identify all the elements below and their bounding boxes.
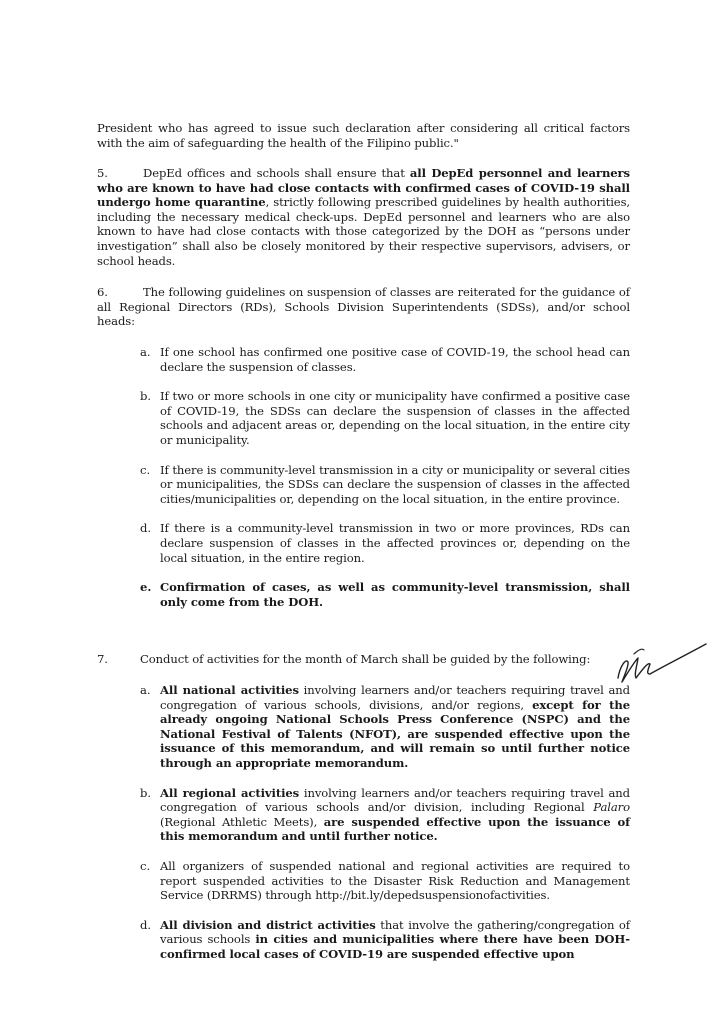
list-item: e. Confirmation of cases, as well as community-level transmission, shall only come from the DOH. [140, 580, 630, 609]
list-item: d. If there is a community-level transmission in two or more provinces, RDs can declare suspension of classes in the affected provinces or, depending on the local situation, in the entire region. [140, 521, 630, 565]
list-item: a. If one school has confirmed one positive case of COVID-19, the school head can declare the suspension of classes. [140, 345, 630, 374]
activities-guidelines-list [140, 683, 630, 977]
list-item: b. If two or more schools in one city or municipality have confirmed a positive case of COVID-19, the SDSs can declare the suspension of classes in the affected schools and adjacent areas or, depending on the local situation, in the entire city or municipality. [140, 389, 630, 447]
section-number: 6. [97, 285, 108, 299]
list-item: a. All national activities involving learners and/or teachers requiring travel and congregation of various schools, divisions, and/or regions, except for the already ongoing National Schools Press Conference (NSPC) and the National Festival of Talents (NFOT), are suspended effective upon the issuance of this memorandum, and will remain so until further notice through an appropriate memorandum. [140, 683, 630, 770]
section-6: 6. The following guidelines on suspension of classes are reiterated for the guidance of all Regional Directors (RDs), Schools Division Superintendents (SDSs), and/or school heads: [97, 285, 630, 329]
class-suspension-guidelines-list [140, 345, 630, 624]
list-item: b. All regional activities involving learners and/or teachers requiring travel and congregation of various schools and/or division, including Regional Palaro (Regional Athletic Meets), are suspended effective upon the issuance of this memorandum and until further notice. [140, 785, 630, 844]
initials-signature [604, 636, 709, 696]
section-number: 5. [97, 166, 108, 180]
section-5: 5. DepEd offices and schools shall ensure that all DepEd personnel and learners who are known to have had close contacts with confirmed cases of COVID-19 shall undergo home quarantine, strictly following prescribed guidelines by health authorities, including the necessary medical check-ups. DepEd personnel and learners who are also known to have had close contacts with those categorized by the DOH as “persons under investigation” shall also be closely monitored by their respective supervisors, advisers, or school heads. [97, 166, 631, 268]
list-item: d. All division and district activities that involve the gathering/congregation of various schools in cities and municipalities where there have been DOH-confirmed local cases of COVID-19 are suspended effective upon [140, 917, 630, 961]
intro-paragraph: President who has agreed to issue such declaration after considering all critical factors with the aim of safeguarding the health of the Filipino public." [97, 121, 630, 150]
section-number: 7. [97, 652, 108, 666]
list-item: c. All organizers of suspended national and regional activities are required to report suspended activities to the Disaster Risk Reduction and Management Service (DRRMS) through http://bit.ly/depedsuspensionofactivities. [140, 858, 630, 903]
list-item: c. If there is community-level transmission in a city or municipality or several cities or municipalities, the SDSs can declare the suspension of classes in the affected cities/municipalities or, depending on the local situation, in the entire province. [140, 462, 630, 506]
section-7: 7. Conduct of activities for the month of March shall be guided by the following: [97, 652, 591, 666]
